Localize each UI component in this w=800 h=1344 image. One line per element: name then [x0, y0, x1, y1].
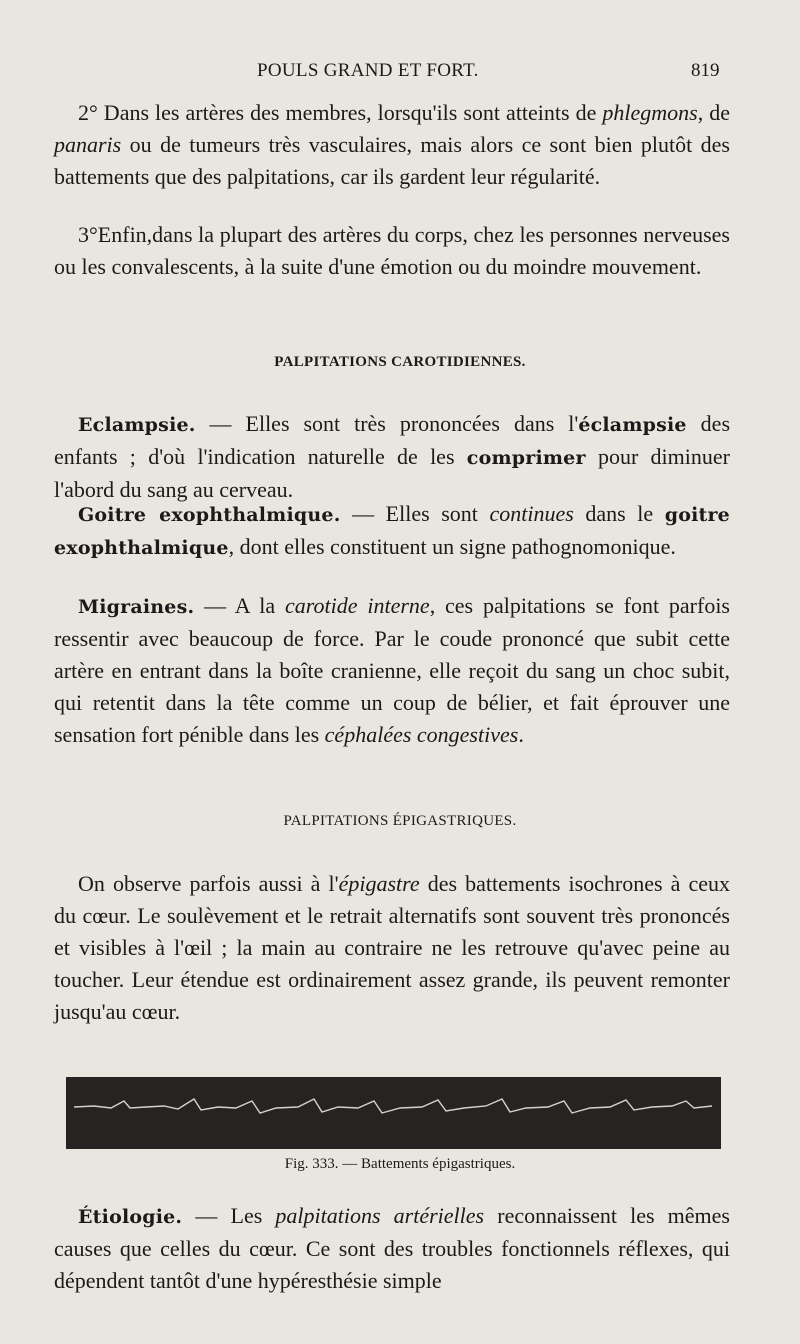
heading-eclampsia: Eclampsie.	[78, 414, 196, 436]
heading-goitre: Goitre exophthalmique.	[78, 504, 341, 526]
paragraph-migraines: Migraines. — A la carotide interne, ces palpitations se font parfois ressentir avec beaucoup de force. Par le coude prononcé que subit cette artère en entrant dans la boîte cranienne, elle reçoit du sang un choc subit, qui retentit dans la tête comme un coup de bélier, et fait éprouver une sensation fort pénible dans les céphalées congestives.	[54, 593, 730, 747]
paragraph-epigastre: On observe parfois aussi à l'épigastre des battements isochrones à ceux du cœur. Le soulèvement et le retrait alternatifs sont souvent très prononcés et visibles à l'œil ; la main au contraire ne les retrouve qu'avec peine au toucher. Leur étendue est ordinairement assez grande, ils peuvent remonter jusqu'au cœur.	[54, 871, 730, 1024]
section-title-carotid: PALPITATIONS CAROTIDIENNES.	[274, 354, 526, 370]
page-number: 819	[691, 60, 720, 81]
heading-etiology: Étiologie.	[78, 1206, 183, 1228]
pulse-tracing	[66, 1077, 721, 1149]
paragraph-etiology: Étiologie. — Les palpitations artérielles reconnaissent les mêmes causes que celles du cœur. Ce sont des troubles fonctionnels réflexes, qui dépendent tantôt d'une hypéresthésie simple	[54, 1203, 730, 1293]
section-title-epigastric: PALPITATIONS ÉPIGASTRIQUES.	[283, 813, 517, 829]
pulse-trace-line	[74, 1099, 712, 1113]
paragraph-goitre: Goitre exophthalmique. — Elles sont continues dans le goitre exophthalmique, dont elles constituent un signe pathognomonique.	[54, 501, 730, 559]
page-header	[0, 60, 800, 88]
running-title: POULS GRAND ET FORT.	[257, 60, 479, 81]
paragraph-eclampsia: Eclampsie. — Elles sont très prononcées dans l'éclampsie des enfants ; d'où l'indication naturelle de les comprimer pour diminuer l'abord du sang au cerveau.	[54, 411, 731, 502]
heading-migraines: Migraines.	[78, 596, 195, 618]
paragraph-arteries-of-limbs: 2° Dans les artères des membres, lorsqu'ils sont atteints de phlegmons, de panaris ou de tumeurs très vasculaires, mais alors ce sont bien plutôt des battements que des palpitations, car ils gardent leur régularité.	[54, 100, 730, 189]
paragraph-nervous-persons: 3°Enfin,dans la plupart des artères du corps, chez les personnes nerveuses ou les convalescents, à la suite d'une émotion ou du moindre mouvement.	[54, 222, 730, 279]
figure-caption: Fig. 333. — Battements épigastriques.	[284, 1156, 516, 1172]
figure-epigastric-tracing	[66, 1077, 721, 1149]
